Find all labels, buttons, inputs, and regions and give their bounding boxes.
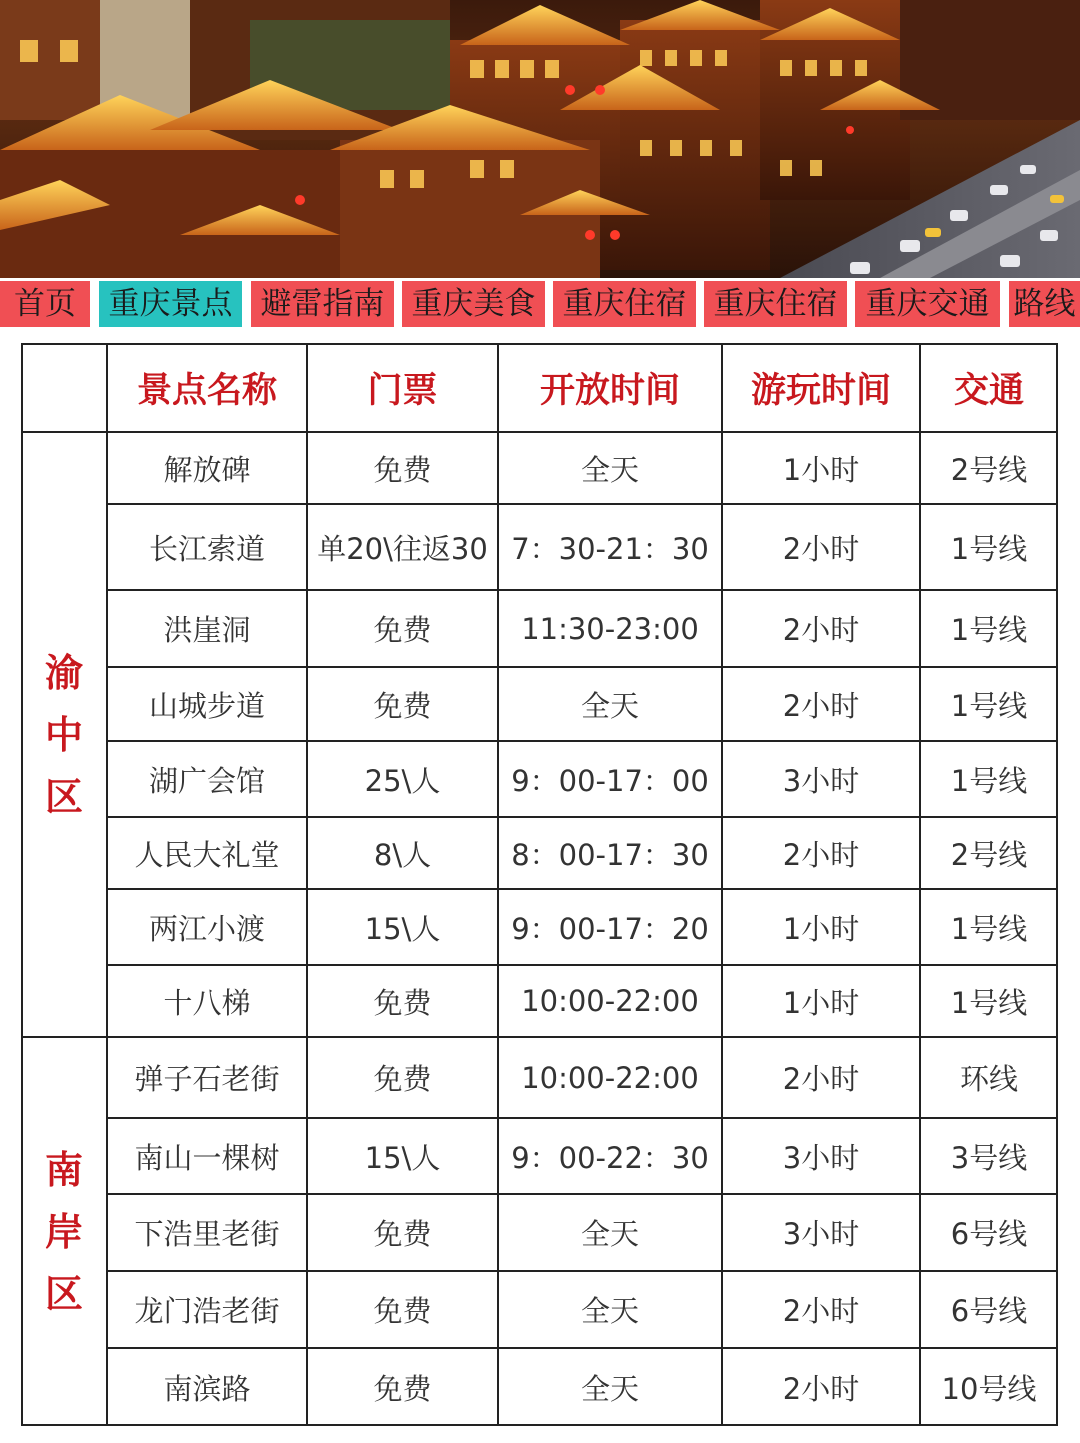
ticket-cell: 单20\往返30 (317, 531, 488, 566)
ticket-cell: 免费 (373, 452, 432, 487)
opening-hours-cell: 9：00-22：30 (511, 1140, 709, 1175)
opening-hours-cell: 9：00-17：00 (511, 763, 709, 798)
ticket-cell: 15\人 (364, 911, 441, 946)
attraction-name-cell: 南山一棵树 (134, 1140, 280, 1175)
visit-duration-cell: 1小时 (782, 452, 860, 487)
district-label-char: 中 (44, 712, 83, 757)
visit-duration-cell: 3小时 (782, 1217, 860, 1251)
district-label-char: 渝 (44, 650, 83, 695)
opening-hours-cell: 全天 (580, 1294, 639, 1328)
ticket-cell: 15\人 (364, 1140, 441, 1175)
tab-chongqing-lodging-2[interactable]: 重庆住宿 (704, 281, 847, 327)
attraction-name-cell: 龙门浩老街 (134, 1294, 280, 1328)
column-header: 开放时间 (539, 370, 680, 411)
tab-chongqing-transport[interactable]: 重庆交通 (855, 281, 1000, 327)
ticket-cell: 免费 (373, 1294, 432, 1328)
tab-chongqing-food[interactable]: 重庆美食 (402, 281, 545, 327)
ticket-cell: 免费 (373, 1371, 432, 1406)
attraction-name-cell: 弹子石老街 (134, 1062, 280, 1096)
hero-photo (0, 0, 1080, 278)
tab-chongqing-attractions[interactable]: 重庆景点 (99, 281, 242, 327)
district-label (21, 432, 107, 1037)
visit-duration-cell: 1小时 (782, 985, 860, 1020)
column-header: 门票 (367, 370, 438, 411)
transport-cell: 环线 (959, 1062, 1018, 1096)
visit-duration-cell: 1小时 (782, 911, 860, 946)
attraction-name-cell: 下浩里老街 (134, 1217, 280, 1251)
ticket-cell: 免费 (373, 688, 432, 723)
opening-hours-cell: 8：00-17：30 (511, 837, 709, 872)
opening-hours-cell: 10:00-22:00 (521, 1060, 699, 1095)
transport-cell: 10号线 (941, 1371, 1037, 1406)
attraction-name-cell: 两江小渡 (148, 911, 265, 946)
district-label-char: 岸 (44, 1209, 83, 1254)
transport-cell: 2号线 (950, 452, 1028, 487)
transport-cell: 1号线 (950, 688, 1028, 723)
ticket-cell: 25\人 (364, 763, 441, 798)
attraction-name-cell: 山城步道 (148, 688, 265, 723)
attraction-name-cell: 洪崖洞 (163, 613, 251, 647)
transport-cell: 1号线 (950, 763, 1028, 798)
tab-chongqing-lodging-1[interactable]: 重庆住宿 (553, 281, 696, 327)
transport-cell: 1号线 (950, 531, 1028, 566)
visit-duration-cell: 2小时 (782, 1294, 860, 1328)
ticket-cell: 免费 (373, 613, 432, 647)
visit-duration-cell: 2小时 (782, 688, 860, 723)
attraction-name-cell: 长江索道 (148, 531, 265, 566)
attractions-table (21, 343, 1058, 1426)
opening-hours-cell: 10:00-22:00 (521, 984, 699, 1018)
district-label-char: 区 (44, 774, 83, 819)
ticket-cell: 免费 (373, 1217, 432, 1251)
visit-duration-cell: 2小时 (782, 613, 860, 647)
transport-cell: 6号线 (950, 1294, 1028, 1328)
transport-cell: 1号线 (950, 911, 1028, 946)
attraction-name-cell: 人民大礼堂 (134, 837, 280, 872)
attraction-name-cell: 南滨路 (163, 1371, 251, 1406)
attraction-name-cell: 湖广会馆 (148, 763, 265, 798)
opening-hours-cell: 9：00-17：20 (511, 911, 709, 946)
opening-hours-cell: 7：30-21：30 (511, 531, 709, 566)
opening-hours-cell: 全天 (580, 688, 639, 723)
visit-duration-cell: 3小时 (782, 1140, 860, 1175)
opening-hours-cell: 11:30-23:00 (521, 611, 699, 646)
ticket-cell: 8\人 (373, 837, 432, 872)
tab-routes[interactable]: 路线 (1009, 281, 1080, 327)
ticket-cell: 免费 (373, 1062, 432, 1096)
ticket-cell: 免费 (373, 985, 432, 1020)
district-label (21, 1037, 107, 1426)
district-label-char: 南 (44, 1147, 83, 1192)
visit-duration-cell: 2小时 (782, 1062, 860, 1096)
attraction-name-cell: 解放碑 (163, 452, 251, 487)
column-header: 游玩时间 (750, 370, 891, 411)
category-tab-bar (0, 278, 1080, 330)
opening-hours-cell: 全天 (580, 1371, 639, 1406)
column-header: 景点名称 (136, 370, 277, 411)
transport-cell: 1号线 (950, 985, 1028, 1020)
transport-cell: 6号线 (950, 1217, 1028, 1251)
opening-hours-cell: 全天 (580, 1217, 639, 1251)
district-label-char: 区 (44, 1271, 83, 1316)
visit-duration-cell: 2小时 (782, 837, 860, 872)
visit-duration-cell: 2小时 (782, 1371, 860, 1406)
opening-hours-cell: 全天 (580, 452, 639, 487)
column-header: 交通 (953, 370, 1024, 411)
hero-night-scene (0, 0, 1080, 278)
attraction-name-cell: 十八梯 (163, 985, 251, 1020)
visit-duration-cell: 3小时 (782, 763, 860, 798)
transport-cell: 1号线 (950, 613, 1028, 647)
visit-duration-cell: 2小时 (782, 531, 860, 566)
transport-cell: 3号线 (950, 1140, 1028, 1175)
tab-pitfall-guide[interactable]: 避雷指南 (251, 281, 394, 327)
tab-home[interactable]: 首页 (0, 281, 90, 327)
transport-cell: 2号线 (950, 837, 1028, 872)
